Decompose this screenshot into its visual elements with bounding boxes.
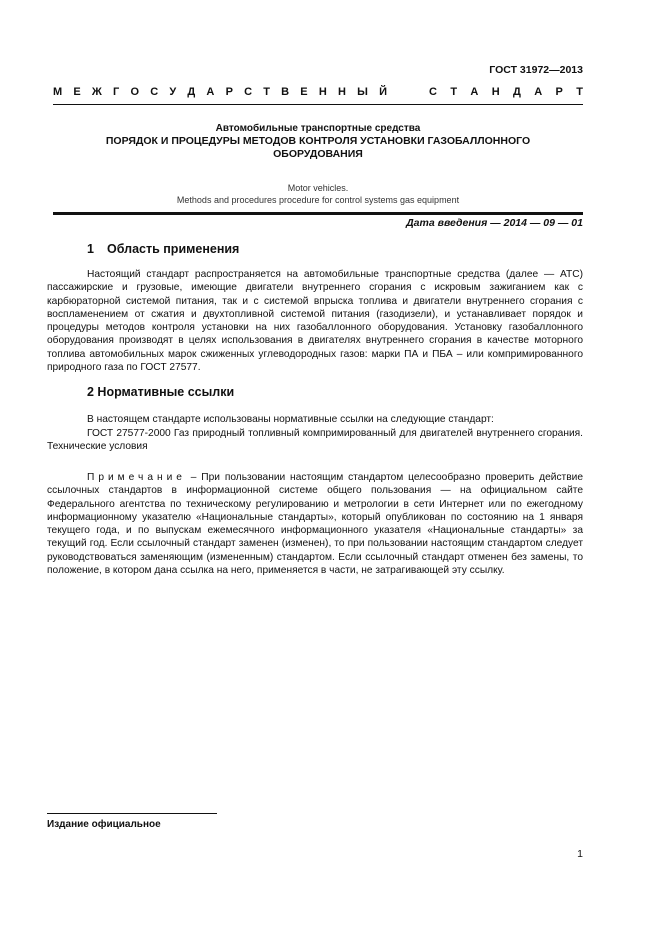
- section-1-heading: [87, 242, 239, 256]
- note-label: Примечание: [87, 472, 186, 483]
- interstate-standard-banner: [53, 86, 583, 98]
- banner-letter: У: [169, 86, 177, 98]
- section-1-number: 1: [87, 242, 94, 256]
- banner-letter: С: [150, 86, 159, 98]
- banner-letter: Е: [300, 86, 308, 98]
- page-number: 1: [577, 848, 583, 860]
- section-1-paragraph: Настоящий стандарт распространяется на автомобильные транспортные средства (далее — АТС) пассажирские и грузовые, имеющие двигатели внутреннего сгорания с искровым зажиганием как с карбюраторной системой питания, так и с системой впрыска топлива и двигатели внутреннего сгорания с воспламенением от сжатия и двухтопливной системой питания (газодизели), и устанавливает порядок и процедуры методов контроля установки на них газобаллонного оборудования. Установку газобаллонного оборудования производят в целях использования в двигателях внутреннего сгорания в качестве моторного топлива автомобильных марок сжиженных углеводородных газов: марки ПА и ПБА – или компримированного природного газа по ГОСТ 27577.: [47, 269, 583, 374]
- banner-letter: Ж: [91, 86, 102, 98]
- banner-letter: Г: [113, 86, 120, 98]
- banner-letter: Т: [576, 86, 583, 98]
- section-2-heading: 2 Нормативные ссылки: [87, 385, 235, 399]
- section-2-note: [47, 471, 583, 577]
- banner-letter: В: [281, 86, 290, 98]
- title-main-line-2: ОБОРУДОВАНИЯ: [273, 148, 363, 160]
- banner-letter: Н: [318, 86, 327, 98]
- footer-divider: [47, 813, 217, 814]
- section-1-title: Область применения: [107, 242, 240, 256]
- title-subtitle: Автомобильные транспортные средства: [215, 123, 421, 134]
- banner-letter: Д: [187, 86, 196, 98]
- section-2-reference: ГОСТ 27577-2000 Газ природный топливный компримированный для двигателей внутреннего сгорания. Технические условия: [47, 428, 583, 453]
- title-block: [53, 123, 583, 206]
- banner-letter: Н: [337, 86, 346, 98]
- header-divider: [53, 104, 583, 105]
- banner-word-interstate: [53, 86, 387, 98]
- title-main-line-1: ПОРЯДОК И ПРОЦЕДУРЫ МЕТОДОВ КОНТРОЛЯ УСТАНОВКИ ГАЗОБАЛЛОННОГО: [105, 135, 531, 147]
- banner-letter: С: [244, 86, 253, 98]
- banner-letter: Е: [73, 86, 81, 98]
- title-english-line-1: Motor vehicles.: [287, 183, 349, 193]
- note-text: – При пользовании настоящим стандартом целесообразно проверить действие ссылочных стандартов в информационной системе общего пользования — на официальном сайте Федерального агентства по техническому регулированию и метрологии в сети Интернет или по ежегодному информационному указателю «Национальные стандарты», который опубликован по состоянию на 1 января текущего года, и по выпускам ежемесячного информационного указателя «Национальные стандарты» за текущий год. Если ссылочный стандарт заменен (изменен), то при пользовании настоящим стандартом следует руководствоваться заменяющим (измененным) стандартом. Если ссылочный стандарт отменен без замены, то положение, в котором дана ссылка на него, применяется в части, не затрагивающей эту ссылку.: [47, 472, 583, 577]
- official-edition-label: Издание официальное: [47, 819, 161, 830]
- banner-letter: С: [429, 86, 437, 98]
- banner-letter: Т: [450, 86, 458, 98]
- banner-letter: М: [53, 86, 63, 98]
- banner-letter: А: [534, 86, 543, 98]
- banner-letter: Д: [513, 86, 521, 98]
- document-number: ГОСТ 31972—2013: [489, 64, 583, 76]
- title-english-line-2: Methods and procedures procedure for control systems gas equipment: [176, 195, 460, 205]
- banner-letter: Н: [491, 86, 500, 98]
- section-2-intro: В настоящем стандарте использованы нормативные ссылки на следующие стандарт:: [87, 414, 494, 425]
- title-divider: [53, 212, 583, 215]
- banner-word-standard: [429, 86, 583, 98]
- banner-letter: Р: [555, 86, 563, 98]
- banner-letter: А: [206, 86, 215, 98]
- banner-letter: Т: [263, 86, 270, 98]
- banner-letter: Р: [225, 86, 233, 98]
- introduction-date: Дата введения — 2014 — 09 — 01: [406, 217, 583, 229]
- banner-letter: Ы: [357, 86, 368, 98]
- banner-letter: А: [470, 86, 479, 98]
- banner-letter: О: [130, 86, 140, 98]
- banner-letter: Й: [379, 86, 387, 98]
